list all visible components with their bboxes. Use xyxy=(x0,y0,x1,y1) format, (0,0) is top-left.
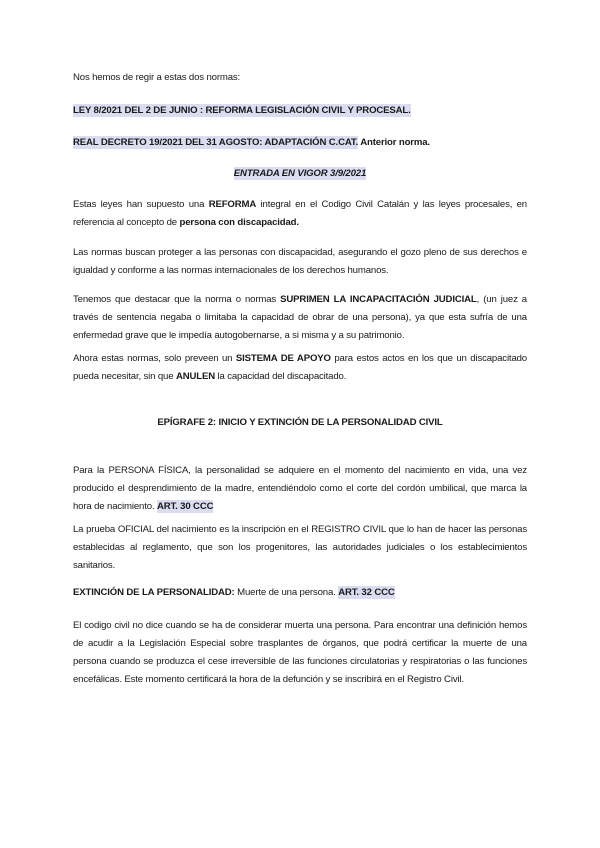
section-heading xyxy=(73,414,527,432)
paragraph-death-definition: El codigo civil no dice cuando se ha de considerar muerta una persona. Para encontrar una definición hemos de acudir a la Legislación Especial sobre trasplantes de órganos, que podrá certificar la muerte de una persona cuando se produzca el cese irreversible de las funciones circulatorias y respiratorias o las funciones encefálicas. Este momento certificará la hora de la defunción y se inscribirá en el Registro Civil. xyxy=(73,620,527,685)
text-bold: EXTINCIÓN DE LA PERSONALIDAD: xyxy=(73,587,235,598)
paragraph-natural-person xyxy=(73,462,527,516)
law-2 xyxy=(73,134,527,152)
law-2-suffix: Anterior norma. xyxy=(358,137,430,148)
paragraph-extinction xyxy=(73,584,527,602)
text-run: la capacidad del discapacitado. xyxy=(215,371,347,382)
paragraph-incapacitation xyxy=(73,291,527,345)
section-heading-text: EPÍGRAFE 2: INICIO Y EXTINCIÓN DE LA PERSONALIDAD CIVIL xyxy=(157,417,443,428)
law-1-highlight: LEY 8/2021 DEL 2 DE JUNIO : REFORMA LEGISLACIÓN CIVIL Y PROCESAL. xyxy=(73,105,411,116)
text-run: Tenemos que destacar que la norma o normas xyxy=(73,294,281,305)
entry-into-force xyxy=(73,165,527,183)
text-bold: SUPRIMEN LA INCAPACITACIÓN JUDICIAL xyxy=(280,294,477,305)
intro-line: Nos hemos de regir a estas dos normas: xyxy=(73,72,241,83)
text-run: Estas leyes han supuesto una xyxy=(73,199,209,210)
entry-into-force-highlight: ENTRADA EN VIGOR 3/9/2021 xyxy=(233,168,367,179)
article-reference-32: ART. 32 CCC xyxy=(338,587,395,598)
article-reference-30: ART. 30 CCC xyxy=(156,501,214,512)
text-bold: SISTEMA DE APOYO xyxy=(235,353,331,364)
paragraph-registry: La prueba OFICIAL del nacimiento es la inscripción en el REGISTRO CIVIL que lo han de hacer las personas establecidas al reglamento, que son los progenitores, las autoridades judiciales o los establecimientos sanitarios. xyxy=(73,524,527,571)
law-1 xyxy=(73,102,527,120)
text-run: , (un juez a través de sentencia negaba o limitaba la capacidad de obrar de una persona), ya que esta sufría de una enfermedad grave que le impedía autogobernarse, a si misma y a su patrimonio. xyxy=(73,294,527,341)
law-2-highlight: REAL DECRETO 19/2021 DEL 31 AGOSTO: ADAPTACIÓN C.CAT. xyxy=(73,137,359,148)
paragraph-reform xyxy=(73,196,527,232)
text-run: Ahora estas normas, solo preveen un xyxy=(73,353,236,364)
text-bold: REFORMA xyxy=(208,199,257,210)
text-bold: persona con discapacidad. xyxy=(179,217,299,228)
paragraph-protection: Las normas buscan proteger a las personas con discapacidad, asegurando el gozo pleno de sus derechos e igualdad y conforme a las normas internacionales de los derechos humanos. xyxy=(73,247,527,276)
text-run: para estos actos en los que un discapacitado pueda necesitar, sin que xyxy=(73,353,527,382)
text-bold: ANULEN xyxy=(175,371,216,382)
text-run: integral en el Codigo Civil Catalán y las leyes procesales, en referencia al concepto de xyxy=(73,199,527,228)
paragraph-support-system xyxy=(73,350,527,386)
text-run: Muerte de una persona. xyxy=(234,587,339,598)
text-run: Para la PERSONA FÍSICA, la personalidad se adquiere en el momento del nacimiento en vida, una vez producido el desprendimiento de la madre, entendiéndolo como el corte del cordón umbilical, que marca la hora de nacimiento. xyxy=(73,465,527,512)
